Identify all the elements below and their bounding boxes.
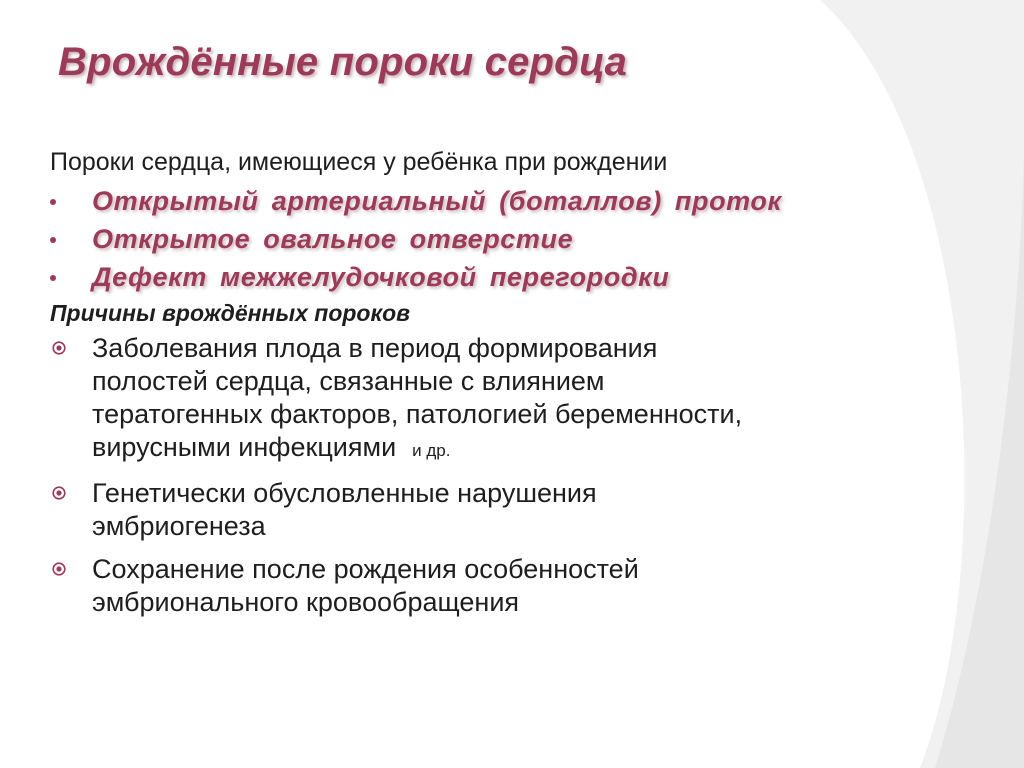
defect-item	[50, 182, 970, 220]
defect-label: Открытый артериальный (боталлов) проток	[92, 186, 782, 216]
cause-line: эмбриогенеза	[92, 511, 266, 541]
cause-line: Заболевания плода в период формирования	[92, 333, 658, 363]
cause-line: Сохранение после рождения особенностей	[92, 554, 639, 584]
defects-list	[50, 182, 970, 296]
circled-dot-icon	[52, 341, 66, 355]
slide-content	[50, 146, 970, 629]
defect-item	[50, 258, 970, 296]
cause-line: Генетически обусловленные нарушения	[92, 478, 597, 508]
defect-label: Дефект межжелудочковой перегородки	[92, 262, 670, 292]
dot-icon	[50, 275, 56, 281]
cause-line: вирусными инфекциями	[92, 432, 397, 462]
cause-item	[50, 553, 970, 619]
dot-icon	[50, 199, 56, 205]
cause-line: тератогенных факторов, патологией беременности,	[92, 399, 743, 429]
defect-label: Открытое овальное отверстие	[92, 224, 574, 254]
slide-title: Врождённые пороки сердца	[58, 40, 628, 84]
cause-note: и др.	[412, 441, 451, 460]
defect-item	[50, 220, 970, 258]
causes-heading: Причины врождённых пороков	[50, 300, 411, 326]
intro-text: Пороки сердца, имеющиеся у ребёнка при рождении	[50, 148, 668, 176]
cause-item	[50, 477, 970, 543]
cause-line: полостей сердца, связанные с влиянием	[92, 366, 605, 396]
dot-icon	[50, 237, 56, 243]
cause-item	[50, 332, 970, 467]
cause-line: эмбрионального кровообращения	[92, 587, 520, 617]
circled-dot-icon	[52, 562, 66, 576]
circled-dot-icon	[52, 486, 66, 500]
causes-list	[50, 332, 970, 619]
